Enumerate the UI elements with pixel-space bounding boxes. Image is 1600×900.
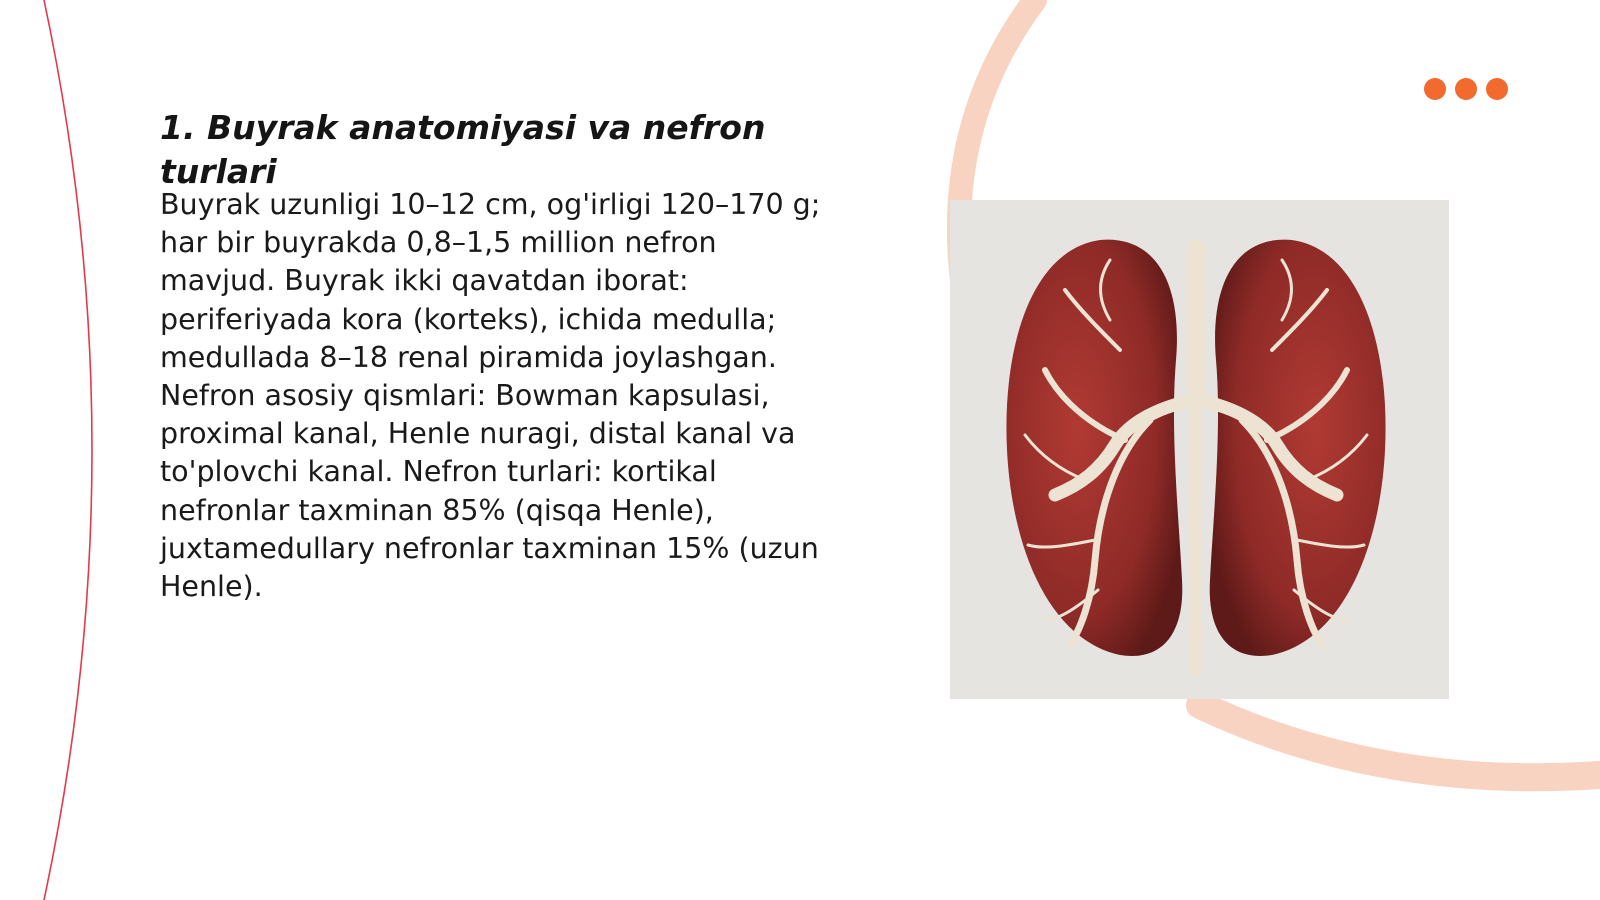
kidney-image — [950, 200, 1449, 699]
slide-body-text: Buyrak uzunligi 10–12 cm, og'irligi 120–170 g; har bir buyrakda 0,8–1,5 million nefron mavjud. Buyrak ikki qavatdan iborat: periferiyada kora (korteks), ichida medulla; medullada 8–18 renal piramida joylashgan. Nefron asosiy qismlari: Bowman kapsulasi, proximal kanal, Henle nuragi, distal kanal va to'plovchi kanal. Nefron turlari: kortikal nefronlar taxminan 85% (qisqa Henle), juxtamedullary nefronlar taxminan 15% (uzun Henle). — [160, 188, 821, 604]
dot — [1455, 78, 1477, 100]
kidney-illustration — [950, 200, 1449, 699]
dot — [1424, 78, 1446, 100]
slide-title: 1. Buyrak anatomiyasi va nefron turlari — [160, 108, 766, 191]
left-curve-line — [44, 0, 92, 900]
dot — [1486, 78, 1508, 100]
peach-arc-bottom — [1200, 705, 1600, 777]
more-dots-icon — [1424, 78, 1514, 100]
